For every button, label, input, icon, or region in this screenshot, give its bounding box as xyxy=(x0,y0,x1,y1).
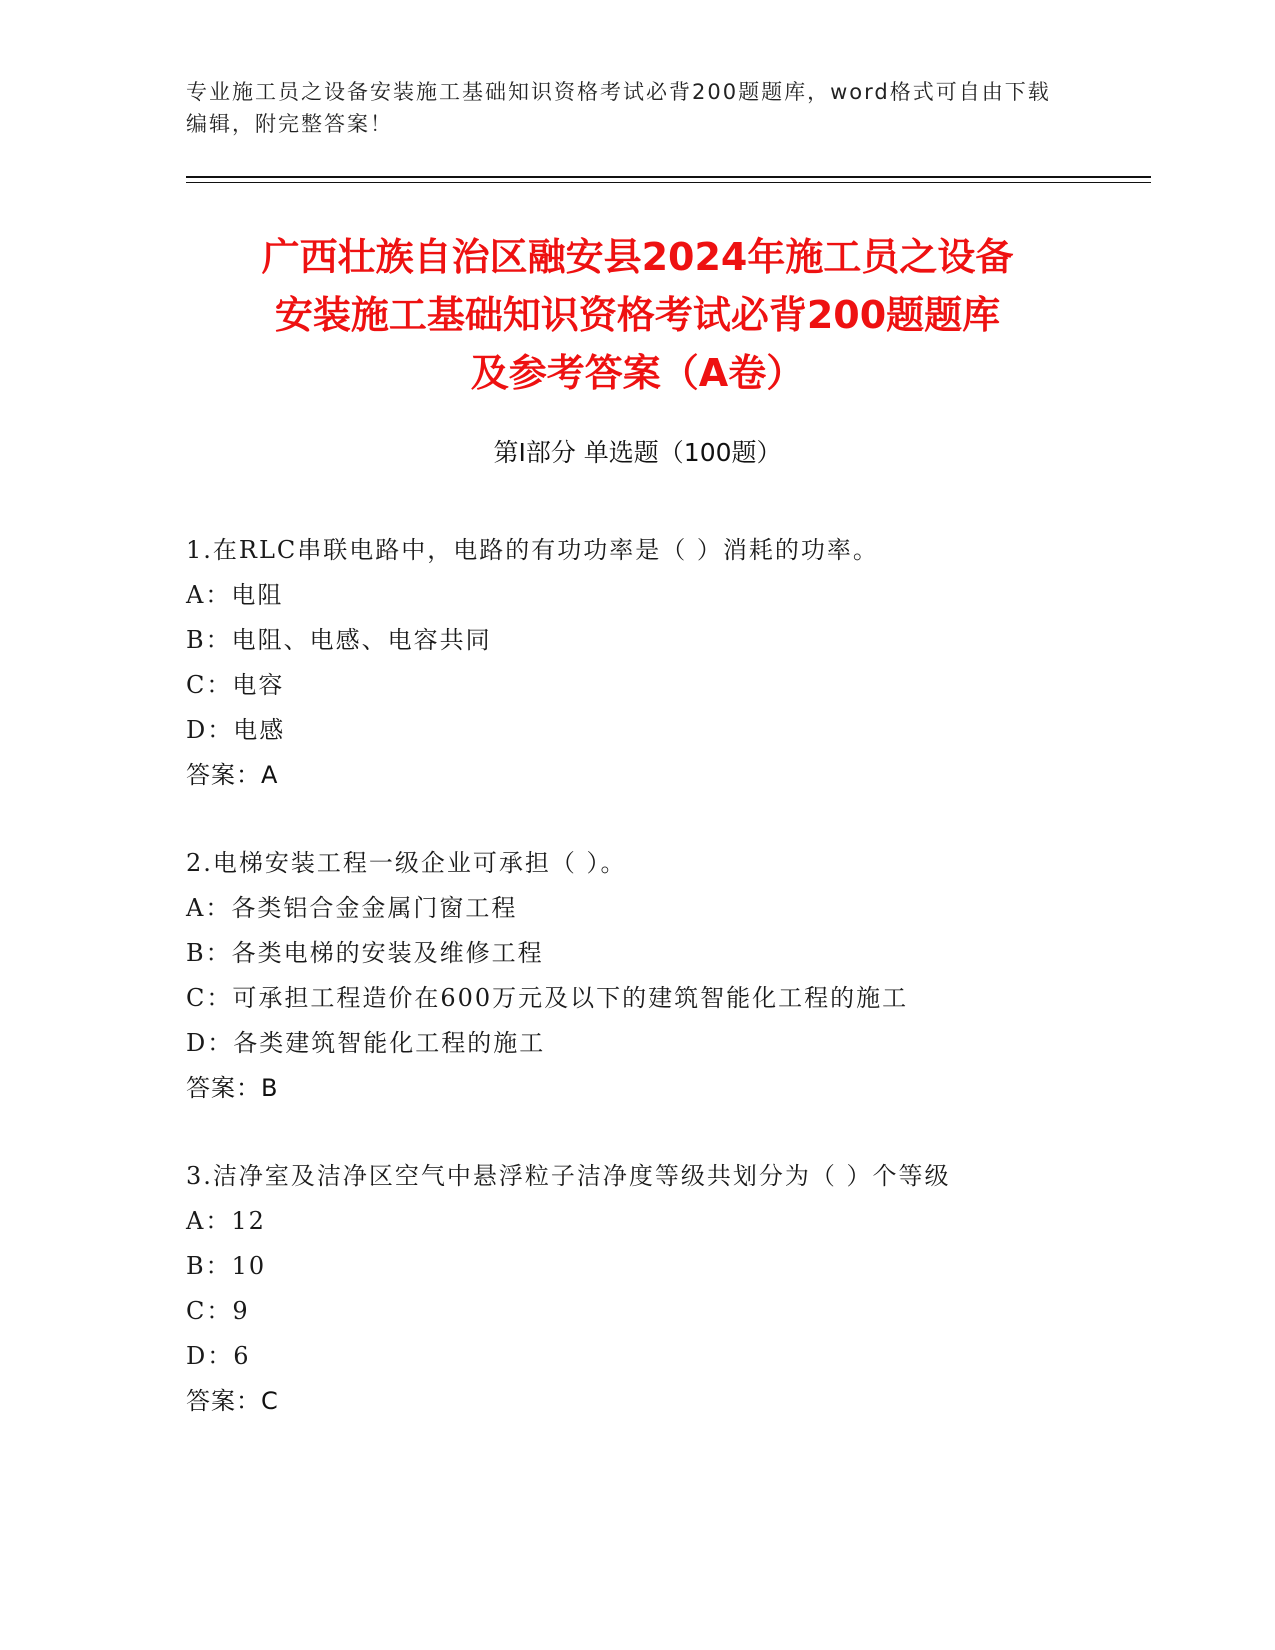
answer-line: 答案：A xyxy=(186,761,279,789)
option-c: C：电容 xyxy=(186,671,285,699)
header-note: 专业施工员之设备安装施工基础知识资格考试必背200题题库，word格式可自由下载编辑，附完整答案！ xyxy=(186,80,1051,136)
option-a: A：12 xyxy=(186,1207,266,1235)
question-stem: 2.电梯安装工程一级企业可承担（ ）。 xyxy=(186,849,627,877)
question-list xyxy=(186,528,1146,1467)
option-d: D：各类建筑智能化工程的施工 xyxy=(186,1029,546,1057)
option-b: B：各类电梯的安装及维修工程 xyxy=(186,939,544,967)
section-heading: 第Ⅰ部分 单选题（100题） xyxy=(493,438,782,467)
question-1 xyxy=(186,528,1146,798)
question-3 xyxy=(186,1154,1146,1424)
question-2 xyxy=(186,841,1146,1111)
header-rule-thick xyxy=(186,176,1151,178)
option-a: A：各类铝合金金属门窗工程 xyxy=(186,894,518,922)
answer-line: 答案：B xyxy=(186,1074,279,1102)
document-title xyxy=(150,228,1125,402)
document-title-line-3: 及参考答案（A卷） xyxy=(470,351,805,395)
option-d: D：电感 xyxy=(186,716,286,744)
option-d: D：6 xyxy=(186,1342,251,1370)
answer-line: 答案：C xyxy=(186,1387,279,1415)
question-stem: 1.在RLC串联电路中，电路的有功功率是（ ）消耗的功率。 xyxy=(186,536,879,564)
document-title-line-1: 广西壮族自治区融安县2024年施工员之设备 xyxy=(261,235,1014,279)
option-b: B：10 xyxy=(186,1252,267,1280)
option-b: B：电阻、电感、电容共同 xyxy=(186,626,492,654)
option-a: A：电阻 xyxy=(186,581,284,609)
option-c: C：可承担工程造价在600万元及以下的建筑智能化工程的施工 xyxy=(186,984,909,1012)
document-title-line-2: 安装施工基础知识资格考试必背200题题库 xyxy=(274,293,1001,337)
question-stem: 3.洁净室及洁净区空气中悬浮粒子洁净度等级共划分为（ ）个等级 xyxy=(186,1162,951,1190)
header-rule-thin xyxy=(186,182,1151,183)
option-c: C：9 xyxy=(186,1297,250,1325)
